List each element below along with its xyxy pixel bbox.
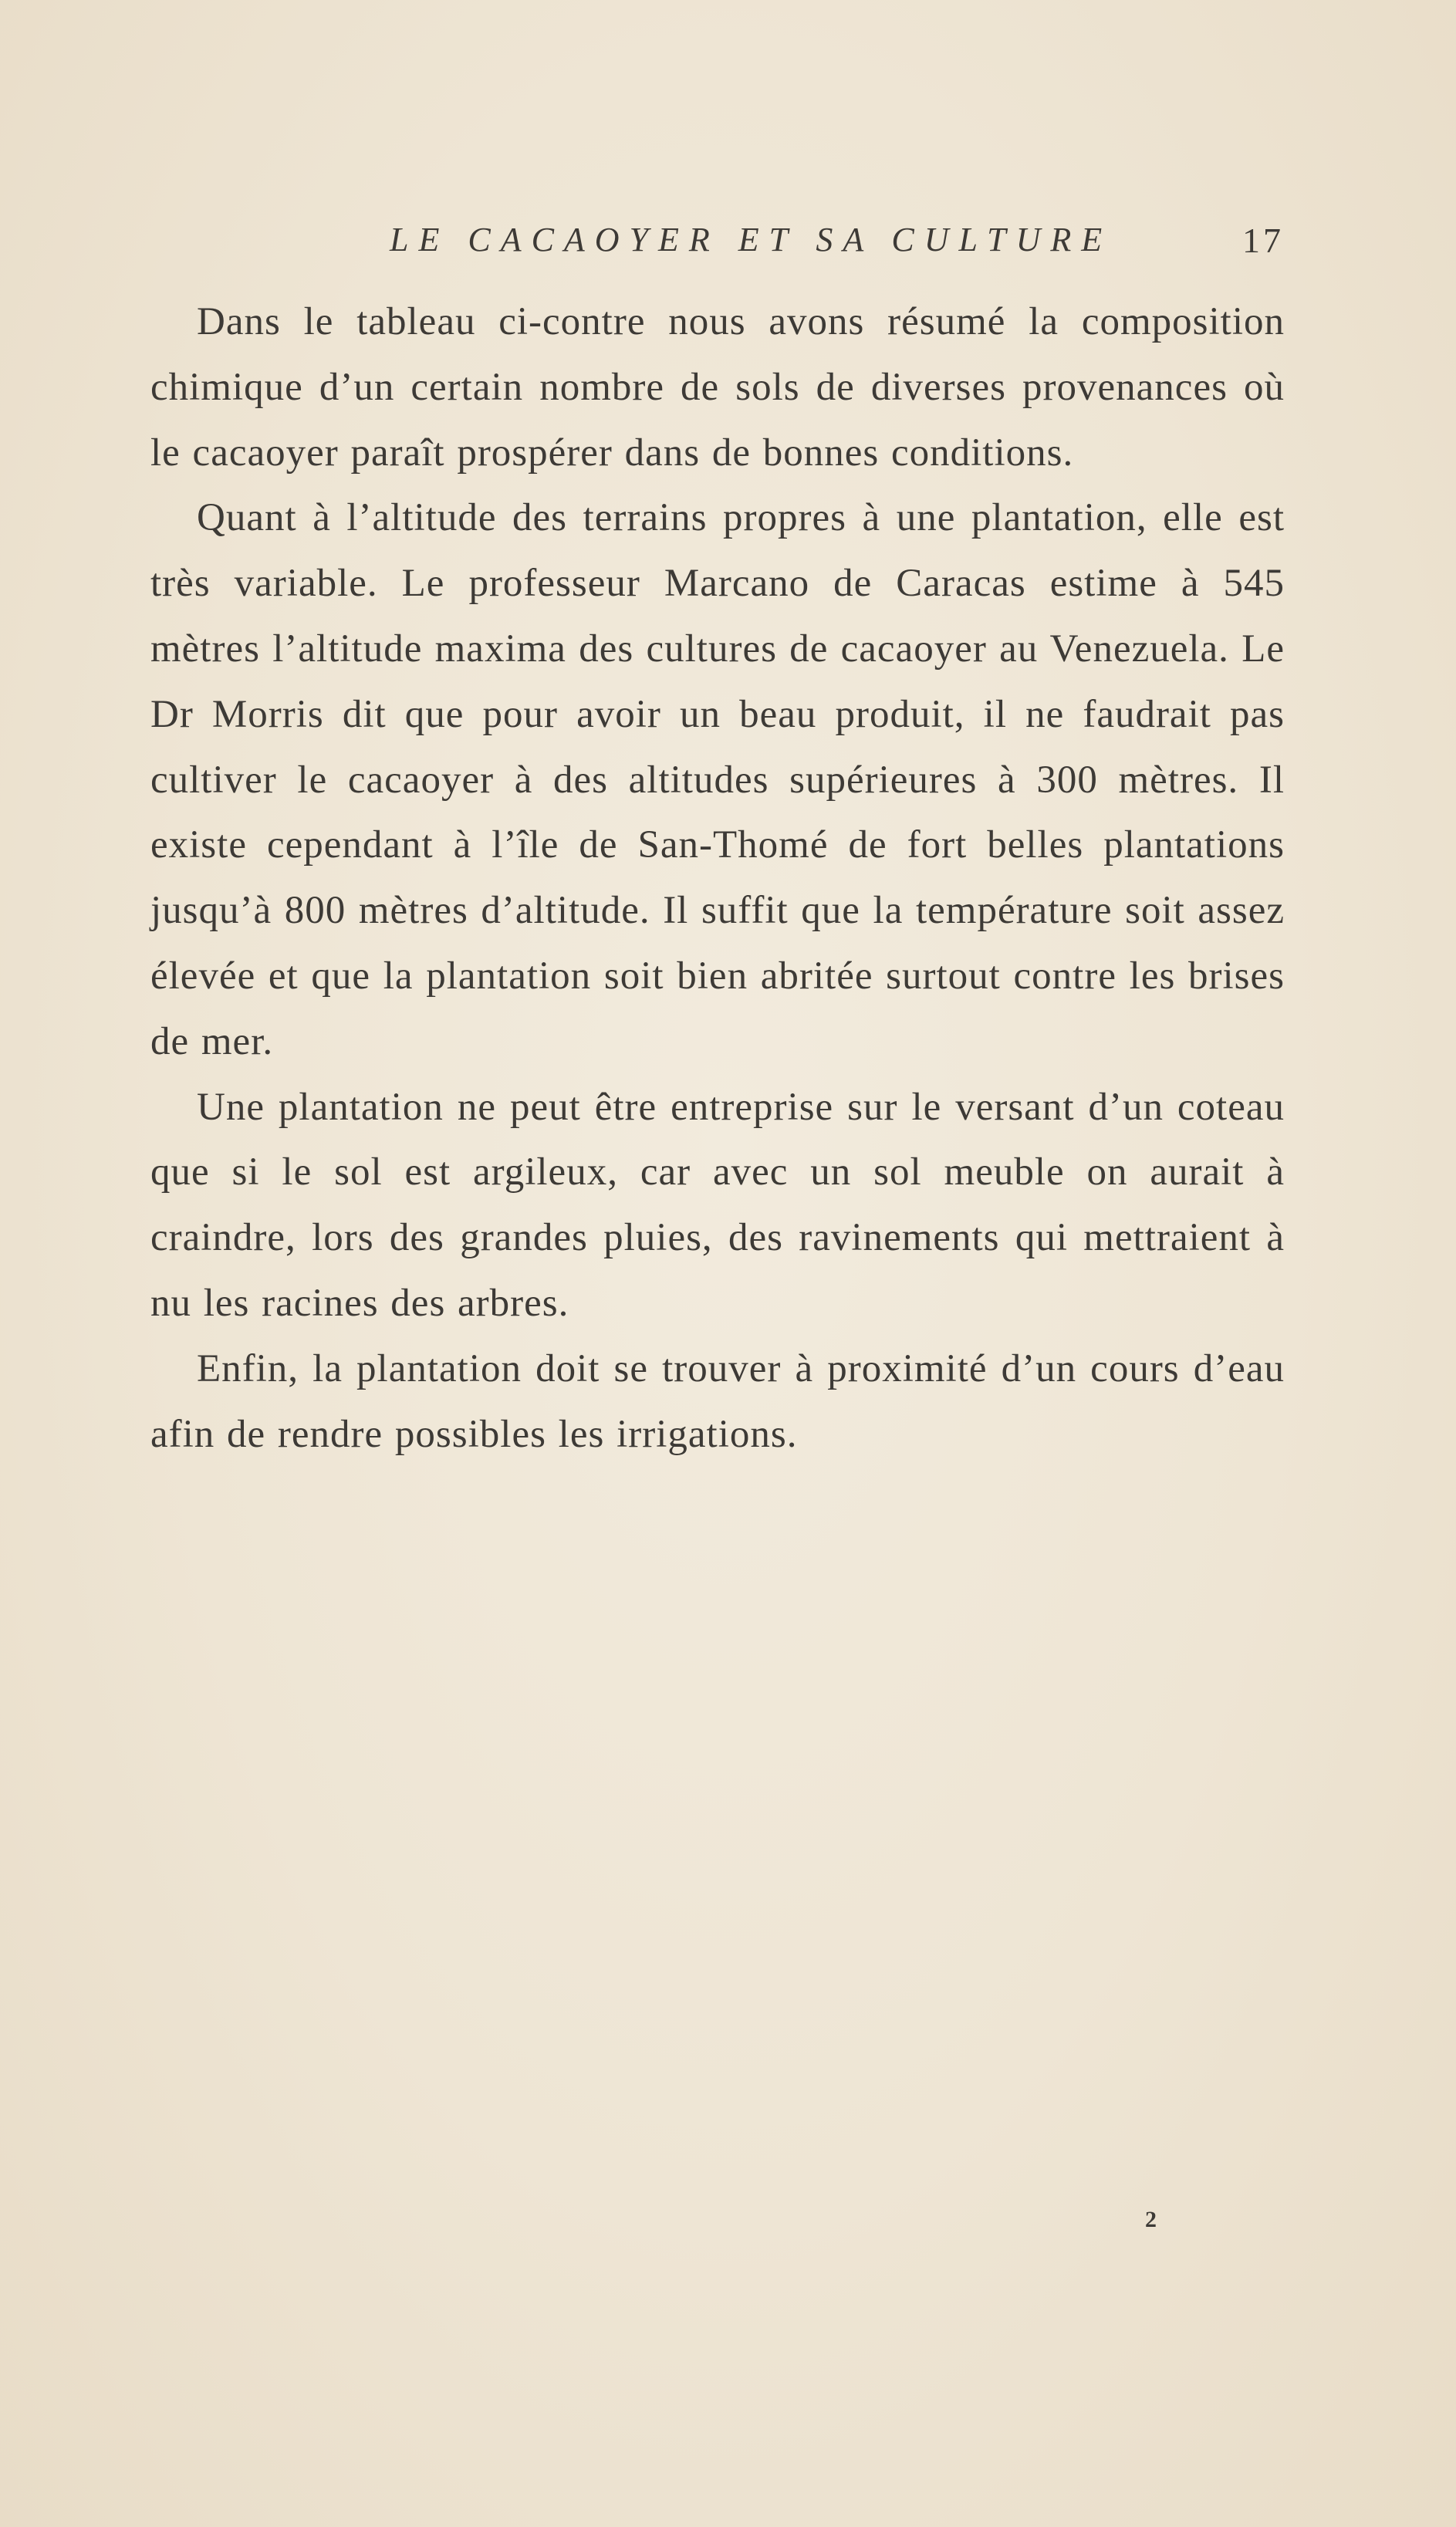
page-number: 17 [1242,221,1284,260]
running-title: LE CACAOYER ET SA CULTURE [390,221,1113,258]
running-head [0,220,1456,266]
body-text [150,289,1285,1467]
paragraph: Enfin, la plantation doit se trouver à proximité d’un cours d’eau afin de rendre possibles les irrigations. [150,1346,1285,1456]
signature-mark: 2 [1145,2207,1157,2232]
paragraph: Une plantation ne peut être entreprise sur le versant d’un coteau que si le sol est argileux, car avec un sol meuble on aurait à craindre, lors des grandes pluies, des ravinements qui mettraient à nu les racines des arbres. [150,1085,1285,1325]
paragraph: Quant à l’altitude des terrains propres à une plantation, elle est très variable. Le professeur Marcano de Caracas estime à 545 mètres l’altitude maxima des cultures de cacaoyer au Venezuela. Le Dr Morris dit que pour avoir un beau produit, il ne faudrait pas cultiver le cacaoyer à des altitudes supérieures à 300 mètres. Il existe cependant à l’île de San-Thomé de fort belles plantations jusqu’à 800 mètres d’altitude. Il suffit que la température soit assez élevée et que la plantation soit bien abritée surtout contre les brises de mer. [150,496,1285,1063]
paragraph: Dans le tableau ci-contre nous avons résumé la composition chimique d’un certain nombre de sols de diverses provenances où le cacaoyer paraît prospérer dans de bonnes conditions. [150,300,1285,475]
